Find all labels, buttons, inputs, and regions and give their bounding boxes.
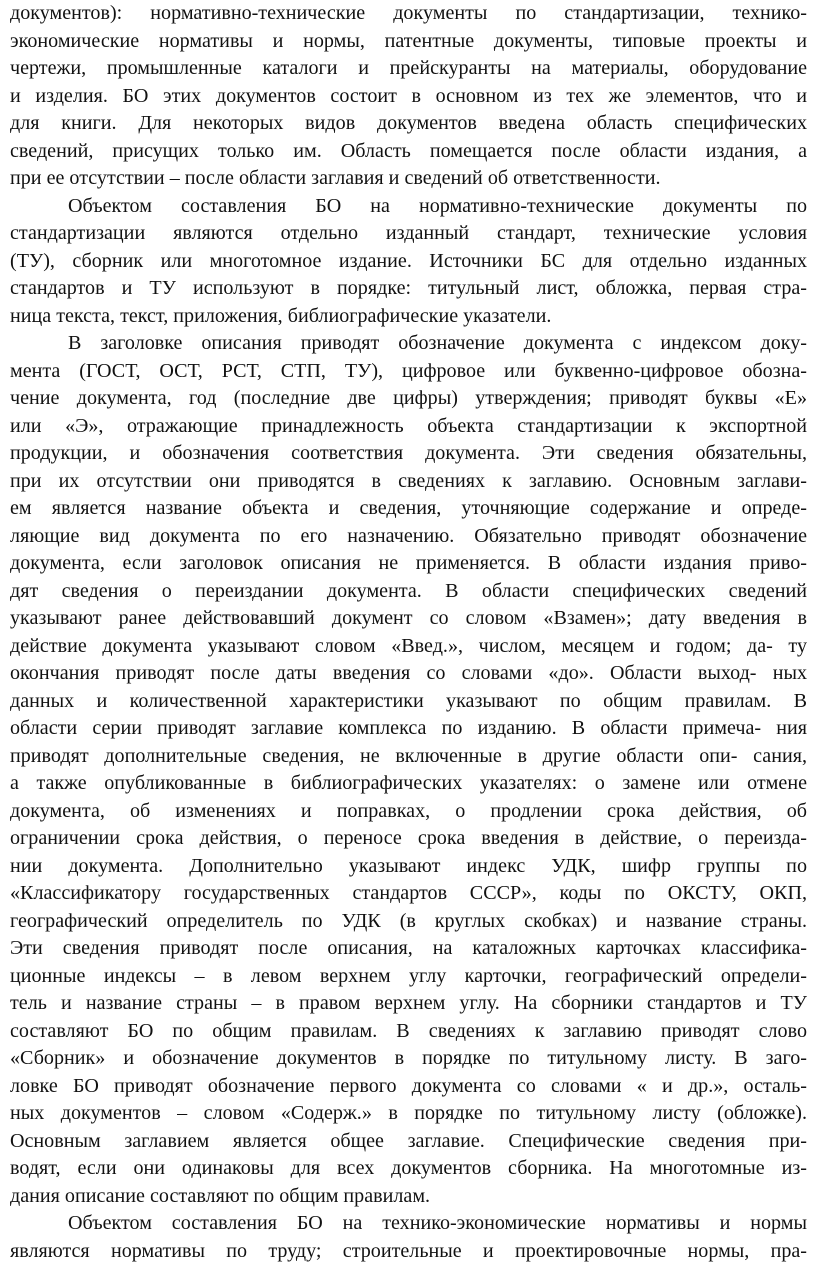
text-line: ловке БО приводят обозначение первого документа со словами « и др.», осталь- bbox=[10, 1073, 807, 1101]
text-line: или «Э», отражающие принадлежность объекта стандартизации к экспортной bbox=[10, 413, 807, 441]
text-line: сведений, присущих только им. Область помещается после области издания, а bbox=[10, 138, 807, 166]
text-line: тель и название страны – в правом верхнем углу. На сборники стандартов и ТУ bbox=[10, 990, 807, 1018]
text-line: при их отсутствии они приводятся в сведениях к заглавию. Основным заглави- bbox=[10, 468, 807, 496]
text-line: ница текста, текст, приложения, библиографические указатели. bbox=[10, 303, 807, 331]
text-line: и изделия. БО этих документов состоит в основном из тех же элементов, что и bbox=[10, 83, 807, 111]
text-line: «Сборник» и обозначение документов в порядке по титульному листу. В заго- bbox=[10, 1045, 807, 1073]
text-line: ных документов – словом «Содерж.» в порядке по титульному листу (обложке). bbox=[10, 1100, 807, 1128]
text-line: документов): нормативно-технические документы по стандартизации, технико- bbox=[10, 0, 807, 28]
text-line: указывают ранее действовавший документ со словом «Взамен»; дату введения в bbox=[10, 605, 807, 633]
text-line: области серии приводят заглавие комплекса по изданию. В области примеча- ния bbox=[10, 715, 807, 743]
text-line: экономические нормативы и нормы, патентные документы, типовые проекты и bbox=[10, 28, 807, 56]
text-line: приводят дополнительные сведения, не включенные в другие области опи- сания, bbox=[10, 743, 807, 771]
text-line: ограничении срока действия, о переносе срока введения в действие, о переизда- bbox=[10, 825, 807, 853]
text-line: документа, об изменениях и поправках, о продлении срока действия, об bbox=[10, 798, 807, 826]
paragraph bbox=[10, 0, 807, 193]
text-line: Объектом составления БО на нормативно-технические документы по bbox=[10, 193, 807, 221]
text-line: (ТУ), сборник или многотомное издание. Источники БС для отдельно изданных bbox=[10, 248, 807, 276]
text-line: ционные индексы – в левом верхнем углу карточки, географический определи- bbox=[10, 963, 807, 991]
text-line: водят, если они одинаковы для всех документов сборника. На многотомные из- bbox=[10, 1155, 807, 1183]
text-line: а также опубликованные в библиографических указателях: о замене или отмене bbox=[10, 770, 807, 798]
text-line: Объектом составления БО на технико-экономические нормативы и нормы bbox=[10, 1210, 807, 1238]
text-line: географический определитель по УДК (в круглых скобках) и название страны. bbox=[10, 908, 807, 936]
text-line: являются нормативы по труду; строительные и проектировочные нормы, пра- bbox=[10, 1238, 807, 1265]
paragraph bbox=[10, 1210, 807, 1265]
text-line: ляющие вид документа по его назначению. Обязательно приводят обозначение bbox=[10, 523, 807, 551]
text-line: дания описание составляют по общим правилам. bbox=[10, 1183, 807, 1211]
text-line: составляют БО по общим правилам. В сведениях к заглавию приводят слово bbox=[10, 1018, 807, 1046]
text-line: при ее отсутствии – после области заглавия и сведений об ответственности. bbox=[10, 165, 807, 193]
text-line: мента (ГОСТ, ОСТ, РСТ, СТП, ТУ), цифровое или буквенно-цифровое обозна- bbox=[10, 358, 807, 386]
text-line: документа, если заголовок описания не применяется. В области издания приво- bbox=[10, 550, 807, 578]
text-line: чертежи, промышленные каталоги и прейскуранты на материалы, оборудование bbox=[10, 55, 807, 83]
text-line: В заголовке описания приводят обозначение документа с индексом доку- bbox=[10, 330, 807, 358]
text-line: действие документа указывают словом «Введ.», числом, месяцем и годом; да- ту bbox=[10, 633, 807, 661]
text-line: Основным заглавием является общее заглавие. Специфические сведения при- bbox=[10, 1128, 807, 1156]
text-line: нии документа. Дополнительно указывают индекс УДК, шифр группы по bbox=[10, 853, 807, 881]
text-line: чение документа, год (последние две цифры) утверждения; приводят буквы «Е» bbox=[10, 385, 807, 413]
paragraph bbox=[10, 330, 807, 1210]
paragraph bbox=[10, 193, 807, 331]
document-page bbox=[10, 0, 807, 1265]
text-line: окончания приводят после даты введения со словами «до». Области выход- ных bbox=[10, 660, 807, 688]
text-line: ем является название объекта и сведения, уточняющие содержание и опреде- bbox=[10, 495, 807, 523]
text-line: данных и количественной характеристики указывают по общим правилам. В bbox=[10, 688, 807, 716]
text-line: продукции, и обозначения соответствия документа. Эти сведения обязательны, bbox=[10, 440, 807, 468]
text-line: дят сведения о переиздании документа. В области специфических сведений bbox=[10, 578, 807, 606]
text-line: Эти сведения приводят после описания, на каталожных карточках классифика- bbox=[10, 935, 807, 963]
text-line: для книги. Для некоторых видов документов введена область специфических bbox=[10, 110, 807, 138]
text-line: стандартизации являются отдельно изданный стандарт, технические условия bbox=[10, 220, 807, 248]
text-line: стандартов и ТУ используют в порядке: титульный лист, обложка, первая стра- bbox=[10, 275, 807, 303]
text-line: «Классификатору государственных стандартов СССР», коды по ОКСТУ, ОКП, bbox=[10, 880, 807, 908]
